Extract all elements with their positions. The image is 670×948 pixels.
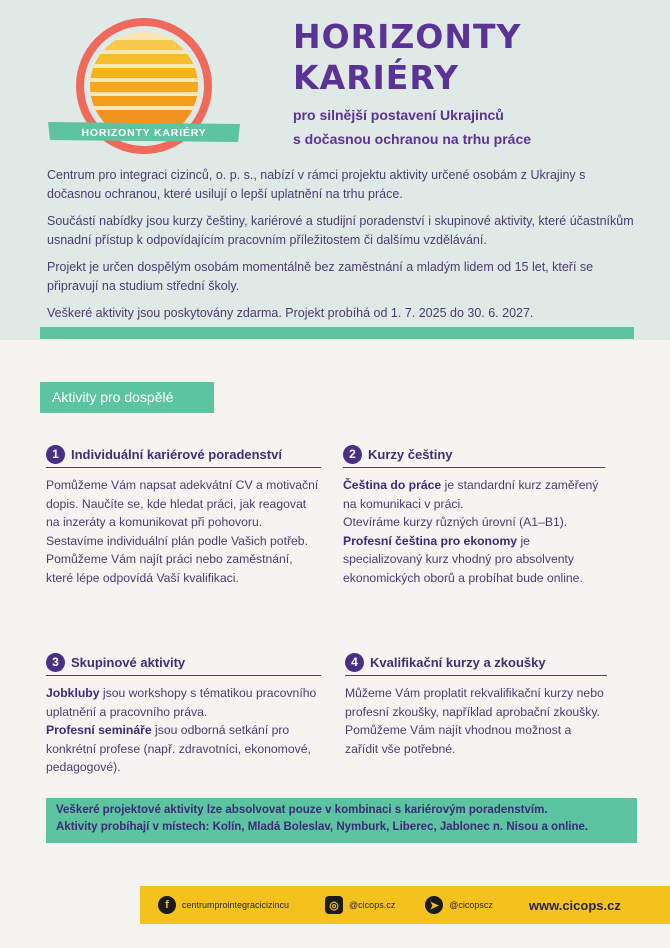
page-title bbox=[293, 16, 521, 98]
instagram-handle: @cicops.cz bbox=[349, 900, 396, 910]
instagram-link[interactable] bbox=[325, 896, 395, 914]
title-line-1: HORIZONTY bbox=[293, 17, 522, 56]
section-text: Můžeme Vám proplatit rekvalifikační kurzy nebo profesní zkoušky, například aprobační zkoušky. bbox=[345, 686, 604, 719]
section-header bbox=[46, 445, 321, 468]
facebook-handle: centrumprointegracicizincu bbox=[182, 900, 290, 910]
intro-text bbox=[47, 166, 637, 332]
intro-paragraph-1: Centrum pro integraci cizinců, o. p. s., nabízí v rámci projektu aktivity určené osobám z Ukrajiny s dočasnou ochranou, které usilují o lepší uplatnění na trhu práce. bbox=[47, 168, 586, 201]
section-qualification-courses bbox=[345, 653, 607, 758]
telegram-link[interactable] bbox=[425, 896, 493, 914]
divider-bar bbox=[40, 327, 634, 339]
section-title: Kurzy češtiny bbox=[368, 447, 453, 462]
number-badge-2: 2 bbox=[343, 445, 362, 464]
section-header bbox=[343, 445, 605, 468]
intro-paragraph-2: Součástí nabídky jsou kurzy češtiny, kariérové a studijní poradenství i skupinové aktivity, které účastníkům usnadní přístup k odpovídajícím pracovním příležitostem či dalšímu vzdělávání. bbox=[47, 214, 634, 247]
note-line-1: Veškeré projektové aktivity lze absolvovat pouze v kombinaci s kariérovým poradenstvím. bbox=[56, 804, 548, 816]
course-levels: Otevíráme kurzy různých úrovní (A1–B1). bbox=[343, 515, 568, 530]
activity-description: jsou odborná setkání pro konkrétní profese (např. zdravotníci, ekonomové, pedagogové). bbox=[46, 723, 311, 775]
section-badge: Aktivity pro dospělé bbox=[40, 382, 214, 413]
footer-contacts bbox=[140, 886, 670, 924]
page-subtitle bbox=[293, 103, 531, 151]
section-text: Pomůžeme Vám najít vhodnou možnost a zařídit vše potřebné. bbox=[345, 723, 572, 756]
section-group-activities bbox=[46, 653, 321, 777]
note-line-2: Aktivity probíhají v místech: Kolín, Mladá Boleslav, Nymburk, Liberec, Jablonec n. Nisou a online. bbox=[56, 821, 589, 833]
section-header bbox=[46, 653, 321, 676]
intro-paragraph-4: Veškeré aktivity jsou poskytovány zdarma. Projekt probíhá od 1. 7. 2025 do 30. 6. 2027. bbox=[47, 306, 534, 320]
section-body bbox=[343, 476, 605, 588]
subtitle-line-1: pro silnější postavení Ukrajinců bbox=[293, 107, 504, 123]
info-note bbox=[46, 798, 637, 843]
instagram-icon: ◎ bbox=[325, 896, 343, 914]
website-link[interactable]: www.cicops.cz bbox=[528, 897, 621, 913]
number-badge-4: 4 bbox=[345, 653, 364, 672]
facebook-icon: f bbox=[158, 896, 176, 914]
section-body bbox=[345, 684, 607, 758]
horizonty-logo bbox=[44, 14, 244, 154]
course-name: Profesní čeština pro ekonomy bbox=[343, 533, 518, 548]
activity-name: Profesní semináře bbox=[46, 723, 152, 738]
section-body: Pomůžeme Vám napsat adekvátní CV a motivační dopis. Naučíte se, kde hledat práci, jak reagovat na inzeráty a komunikovat při pohovoru. Sestavíme individuální plán podle Vašich potřeb. Pomůžeme Vám najít práci nebo zaměstnání, které lépe odpovídá Vaší kvalifikaci. bbox=[46, 478, 319, 585]
section-body bbox=[46, 684, 321, 777]
logo-text: HORIZONTY KARIÉRY bbox=[81, 127, 207, 139]
course-description: je standardní kurz zaměřený na komunikaci v práci. bbox=[343, 478, 599, 511]
telegram-icon: ➤ bbox=[425, 896, 443, 914]
title-line-2: KARIÉRY bbox=[293, 58, 459, 97]
section-title: Individuální kariérové poradenství bbox=[71, 447, 282, 462]
course-name: Čeština do práce bbox=[343, 478, 442, 492]
section-career-counselling bbox=[46, 445, 321, 588]
facebook-link[interactable] bbox=[158, 896, 289, 914]
section-czech-courses bbox=[343, 445, 605, 588]
section-header bbox=[345, 653, 607, 676]
course-description: je specializovaný kurz vhodný pro absolventy ekonomických oborů a probíhat bude online. bbox=[343, 533, 583, 585]
number-badge-3: 3 bbox=[46, 653, 65, 672]
intro-paragraph-3: Projekt je určen dospělým osobám momentálně bez zaměstnání a mladým lidem od 15 let, kteří se připravují na studium střední školy. bbox=[47, 260, 594, 293]
section-title: Skupinové aktivity bbox=[71, 655, 186, 670]
section-title: Kvalifikační kurzy a zkoušky bbox=[370, 655, 546, 670]
activity-description: jsou workshopy s tématikou pracovního uplatnění a pracovního práva. bbox=[46, 686, 317, 719]
subtitle-line-2: s dočasnou ochranou na trhu práce bbox=[293, 131, 532, 147]
telegram-handle: @cicopscz bbox=[449, 900, 493, 910]
activity-name: Jobkluby bbox=[46, 686, 100, 700]
number-badge-1: 1 bbox=[46, 445, 65, 464]
